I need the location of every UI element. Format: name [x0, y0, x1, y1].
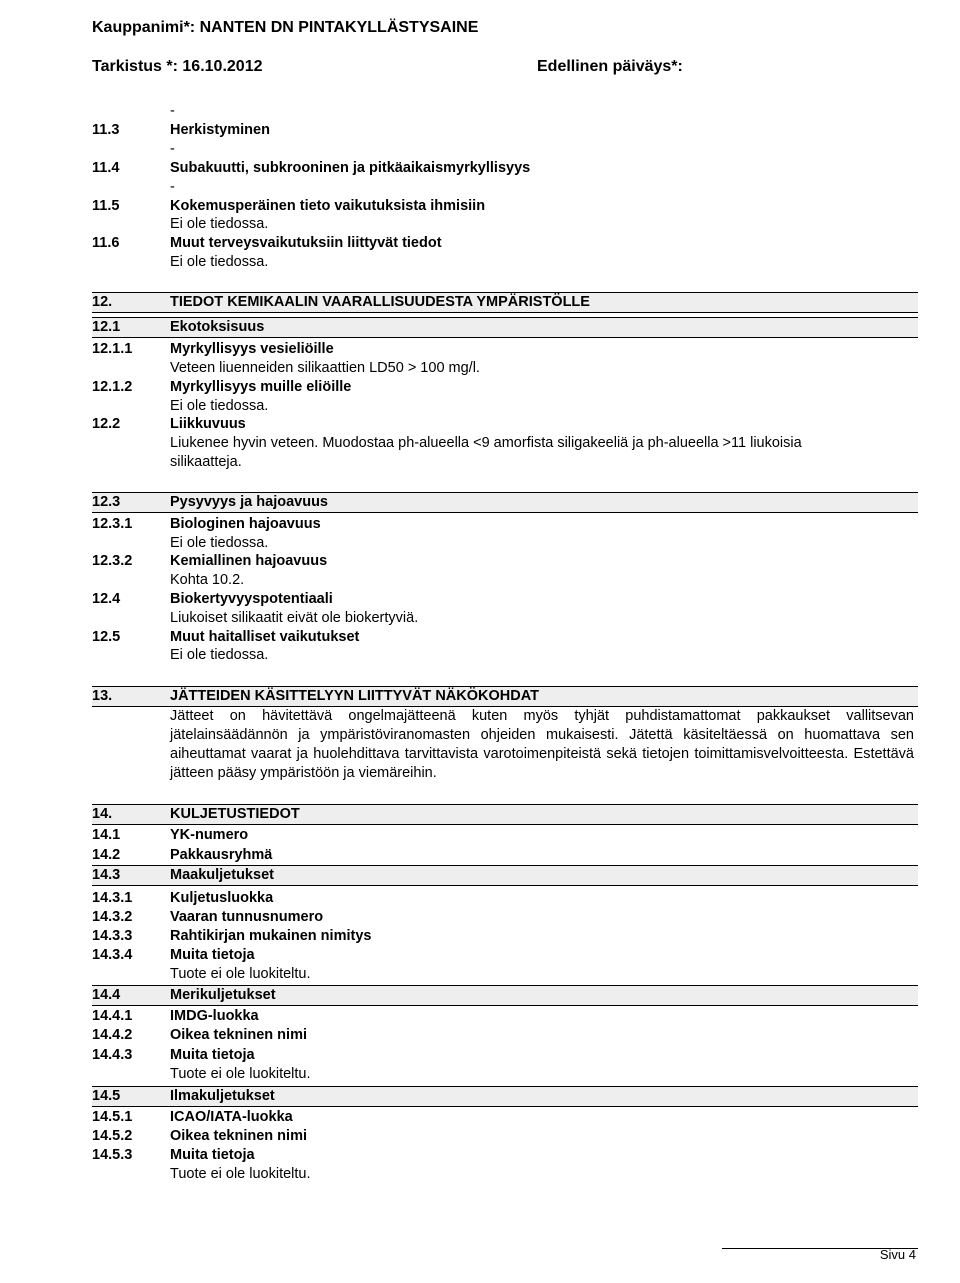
item-heading-12-5: [92, 627, 918, 647]
item-text: Ei ole tiedossa.: [170, 647, 269, 663]
item-text: Tuote ei ole luokiteltu.: [170, 1166, 311, 1182]
item-title: IMDG-luokka: [170, 1008, 259, 1024]
item-number: 14.4.1: [92, 1008, 133, 1024]
s13-sentence-1: Jätteet on hävitettävä ongelmajätteenä kuten myös tyhjät puhdistamattomat pakkaukset vallitsevan jätelainsäädännön ja ympäristöviranomasten ohjeiden mukaisesti.: [170, 708, 914, 743]
item-number: 14.4.2: [92, 1027, 133, 1043]
item-heading-14-4-1: [92, 1006, 918, 1026]
item-title: Oikea tekninen nimi: [170, 1027, 307, 1043]
revision-date: 16.10.2012: [182, 58, 263, 75]
item-title: Vaaran tunnusnumero: [170, 909, 324, 925]
item-number: 14.3.1: [92, 890, 133, 906]
item-number: 14.3.2: [92, 909, 133, 925]
page-number: Sivu 4: [879, 1247, 916, 1262]
item-title: Merikuljetukset: [170, 987, 276, 1003]
item-heading-14-4-2: [92, 1025, 918, 1045]
item-title: YK-numero: [170, 827, 249, 843]
item-title: Rahtikirjan mukainen nimitys: [170, 928, 372, 944]
item-title: Kuljetusluokka: [170, 890, 274, 906]
item-text: Tuote ei ole luokiteltu.: [170, 1066, 311, 1082]
item-number: 12.4: [92, 591, 121, 607]
subsection-heading-14-4: [92, 985, 918, 1006]
item-title: Maakuljetukset: [170, 867, 274, 883]
item-heading-14-5-2: [92, 1126, 918, 1146]
item-text-text: [92, 570, 918, 590]
section-heading-12: [92, 292, 918, 313]
item-text: Ei ole tiedossa.: [170, 535, 269, 551]
item-title: Kemiallinen hajoavuus: [170, 553, 328, 569]
item-text-text: [92, 645, 918, 665]
item-heading-14-4-3: [92, 1045, 918, 1065]
item-number: 13.: [92, 688, 113, 704]
item-heading-14-3-3: [92, 926, 918, 946]
item-title: Oikea tekninen nimi: [170, 1128, 307, 1144]
item-title: Myrkyllisyys muille eliöille: [170, 379, 352, 395]
item-number: 11.6: [92, 235, 120, 251]
item-heading-14-3-1: [92, 888, 918, 908]
item-number: 14.3: [92, 867, 121, 883]
item-text-text: [92, 433, 918, 453]
item-text: Ei ole tiedossa.: [170, 398, 269, 414]
item-text: Liukenee hyvin veteen. Muodostaa ph-alueella <9 amorfista siligakeeliä ja ph-alueella >11 liukoisia: [170, 435, 802, 451]
item-text-text: [92, 101, 918, 121]
item-heading-14-3-4: [92, 945, 918, 965]
item-number: 11.5: [92, 198, 120, 214]
item-text: -: [170, 179, 175, 195]
subsection-heading-12-1: [92, 317, 918, 338]
item-number: 14.5.1: [92, 1109, 133, 1125]
item-heading-11-6: [92, 233, 918, 253]
item-title: Muita tietoja: [170, 1047, 255, 1063]
item-heading-12-1-1: [92, 339, 918, 359]
s13-sentence-2: Jätettä käsiteltäessä on huomattava sen aiheuttamat vaarat ja huolehdittava tarvittavista varotoimenpiteistä sekä tietojen toimittamisvelvoitteesta.: [170, 727, 914, 762]
item-heading-14-5-3: [92, 1145, 918, 1165]
product-label: Kauppanimi*:: [92, 19, 196, 36]
item-number: 14.1: [92, 827, 121, 843]
item-heading-12-1-2: [92, 377, 918, 397]
item-number: 12.2: [92, 416, 121, 432]
item-text-text: [92, 139, 918, 159]
item-text-text: [92, 452, 918, 472]
item-text-text: [92, 1064, 918, 1084]
item-title: Biologinen hajoavuus: [170, 516, 321, 532]
item-text-text: [92, 214, 918, 234]
item-number: 12.1.1: [92, 341, 133, 357]
item-text-text: [92, 396, 918, 416]
item-text: Tuote ei ole luokiteltu.: [170, 966, 311, 982]
item-text: silikaatteja.: [170, 454, 242, 470]
item-heading-14-3-2: [92, 907, 918, 927]
item-text-text: [92, 252, 918, 272]
item-heading-12-2: [92, 414, 918, 434]
item-number: 14.3.3: [92, 928, 133, 944]
item-title: Liikkuvuus: [170, 416, 246, 432]
item-title: Muut terveysvaikutuksiin liittyvät tiedot: [170, 235, 442, 251]
item-title: Myrkyllisyys vesieliöille: [170, 341, 334, 357]
item-title: Pysyvyys ja hajoavuus: [170, 494, 328, 510]
item-heading-11-5: [92, 196, 918, 216]
item-heading-14-1: [92, 825, 918, 845]
item-number: 14.3.4: [92, 947, 133, 963]
item-number: 11.3: [92, 122, 120, 138]
item-number: 14.4.3: [92, 1047, 133, 1063]
item-title: Kokemusperäinen tieto vaikutuksista ihmisiin: [170, 198, 486, 214]
item-number: 12.: [92, 294, 113, 310]
item-title: Biokertyvyyspotentiaali: [170, 591, 333, 607]
item-text: -: [170, 103, 175, 119]
section-heading-14: [92, 804, 918, 825]
item-heading-12-3-1: [92, 514, 918, 534]
item-text-text: [92, 608, 918, 628]
item-text-text: [92, 358, 918, 378]
item-heading-11-4: [92, 158, 918, 178]
item-title: Pakkausryhmä: [170, 847, 273, 863]
item-text: Liukoiset silikaatit eivät ole biokertyviä.: [170, 610, 419, 626]
item-number: 14.4: [92, 987, 121, 1003]
product-name: NANTEN DN PINTAKYLLÄSTYSAINE: [199, 19, 479, 36]
item-heading-11-3: [92, 120, 918, 140]
item-title: KULJETUSTIEDOT: [170, 806, 300, 822]
item-title: Subakuutti, subkrooninen ja pitkäaikaismyrkyllisyys: [170, 160, 531, 176]
item-number: 12.3.2: [92, 553, 133, 569]
item-text: Veteen liuenneiden silikaattien LD50 > 100 mg/l.: [170, 360, 480, 376]
item-number: 14.5.3: [92, 1147, 133, 1163]
item-number: 12.3: [92, 494, 121, 510]
item-heading-12-3-2: [92, 551, 918, 571]
item-heading-14-2: [92, 845, 918, 865]
item-number: 12.5: [92, 629, 121, 645]
item-title: ICAO/IATA-luokka: [170, 1109, 293, 1125]
item-title: Muita tietoja: [170, 947, 255, 963]
item-text-text: [92, 964, 918, 984]
previous-date-label: Edellinen päiväys*:: [537, 58, 683, 75]
item-title: Herkistyminen: [170, 122, 270, 138]
item-text-text: [92, 177, 918, 197]
s13-sentence-3: Estettävä jätteen pääsy ympäristöön ja viemäreihin.: [170, 746, 914, 781]
item-heading-12-4: [92, 589, 918, 609]
subsection-heading-14-3: [92, 865, 918, 886]
section-13-paragraph: [170, 707, 914, 783]
item-text: Ei ole tiedossa.: [170, 254, 269, 270]
item-number: 14.5.2: [92, 1128, 133, 1144]
section-heading-13: [92, 686, 918, 707]
item-text: Ei ole tiedossa.: [170, 216, 269, 232]
item-number: 12.3.1: [92, 516, 133, 532]
item-text: -: [170, 141, 175, 157]
item-number: 11.4: [92, 160, 120, 176]
item-title: Ilmakuljetukset: [170, 1088, 275, 1104]
item-heading-14-5-1: [92, 1107, 918, 1127]
revision-label: Tarkistus *:: [92, 58, 178, 75]
item-text: Kohta 10.2.: [170, 572, 245, 588]
item-title: Muut haitalliset vaikutukset: [170, 629, 360, 645]
item-title: Muita tietoja: [170, 1147, 255, 1163]
item-title: JÄTTEIDEN KÄSITTELYYN LIITTYVÄT NÄKÖKOHDAT: [170, 688, 539, 704]
item-text-text: [92, 533, 918, 553]
item-title: TIEDOT KEMIKAALIN VAARALLISUUDESTA YMPÄRISTÖLLE: [170, 294, 590, 310]
item-number: 12.1.2: [92, 379, 133, 395]
item-number: 14.: [92, 806, 113, 822]
item-number: 14.2: [92, 847, 121, 863]
item-title: Ekotoksisuus: [170, 319, 265, 335]
subsection-heading-14-5: [92, 1086, 918, 1107]
item-text-text: [92, 1164, 918, 1184]
item-number: 14.5: [92, 1088, 121, 1104]
item-number: 12.1: [92, 319, 121, 335]
subsection-heading-12-3: [92, 492, 918, 513]
